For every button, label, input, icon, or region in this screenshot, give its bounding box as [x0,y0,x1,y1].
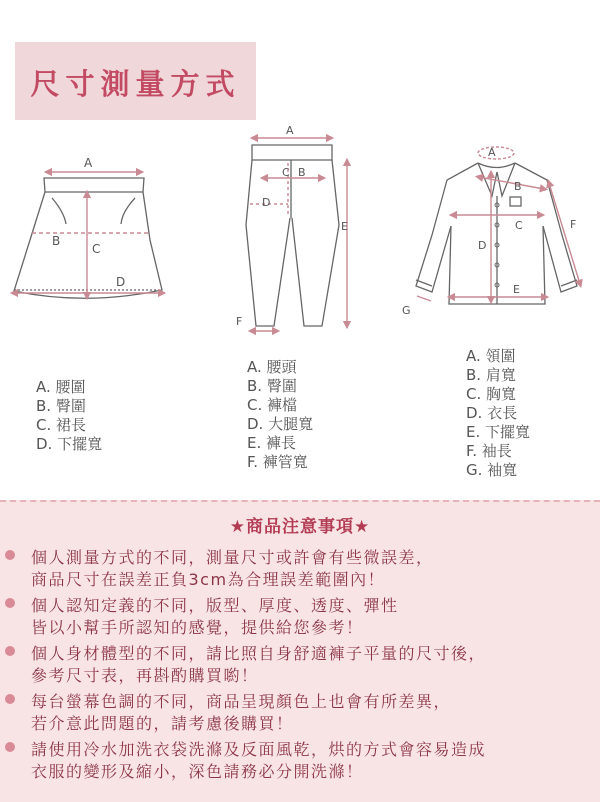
shirt-label-g: G [402,304,411,317]
bullet-icon [5,742,15,752]
notes-panel [0,500,600,802]
pants-legend-item: C. 褲檔 [247,396,298,414]
note-line: 請使用冷水加洗衣袋洗滌及反面風乾，烘的方式會容易造成 [31,740,487,759]
pants-legend-item: B. 臀圍 [247,377,297,395]
shirt-legend-item: B. 肩寬 [466,366,516,384]
skirt-label-b: B [52,234,61,248]
bullet-icon [5,694,15,704]
shirt-label-c: C [515,219,523,232]
page-title: 尺寸測量方式 [30,67,241,101]
note-line: 皆以小幫手所認知的感覺，提供給您參考！ [31,618,364,637]
note-line: 每台螢幕色調的不同，商品呈現顏色上也會有所差異， [31,692,452,711]
note-line: 個人測量方式的不同，測量尺寸或許會有些微誤差， [31,548,434,567]
shirt-label-f: F [570,218,577,231]
note-line: 衣服的變形及縮小，深色請務必分開洗滌！ [31,762,364,781]
skirt-illustration [14,178,162,298]
shirt-label-e: E [513,283,520,296]
skirt-legend-item: B. 臀圍 [36,397,86,415]
pants-legend-item: E. 褲長 [247,434,297,452]
skirt-label-d: D [116,275,126,289]
pants-legend-item: F. 褲管寬 [247,453,308,471]
skirt-measure-lines [14,172,162,296]
skirt-legend-item: C. 裙長 [36,416,87,434]
skirt-label-c: C [92,242,101,256]
pants-legend-item: D. 大腿寬 [247,415,314,433]
pants-legend-item: A. 腰頭 [247,358,297,376]
shirt-legend-item: A. 領圍 [466,347,516,365]
note-line: 商品尺寸在誤差正負3cm為合理誤差範圍內！ [31,570,386,589]
shirt-label-d: D [478,239,487,252]
shirt-legend-item: C. 胸寬 [466,385,517,403]
note-line: 個人身材體型的不同，請比照自身舒適褲子平量的尺寸後， [31,644,487,663]
note-line: 若介意此問題的，請考慮後購買！ [31,714,294,733]
shirt-legend [466,347,530,480]
shirt-legend-item: E. 下擺寬 [466,423,531,441]
pants-label-e: E [341,220,348,233]
pants-legend [247,358,313,472]
pants-label-c: C [282,166,290,179]
skirt-label-a: A [84,156,93,170]
pants-label-a: A [286,124,294,137]
pants-illustration [246,145,339,326]
bullet-icon [5,646,15,656]
skirt-legend-item: A. 腰圍 [36,378,86,396]
skirt-legend [36,378,102,454]
bullet-icon [5,598,15,608]
shirt-legend-item: F. 袖長 [466,442,512,460]
note-line: 個人認知定義的不同，版型、厚度、透度、彈性 [31,596,399,615]
bullet-icon [5,550,15,560]
shirt-legend-item: D. 衣長 [466,404,518,422]
skirt-legend-item: D. 下擺寬 [36,435,103,453]
pants-label-b: B [298,166,306,179]
shirt-label-b: B [514,180,522,193]
note-line: 參考尺寸表，再斟酌購買喲！ [31,666,259,685]
notes-heading: ★商品注意事項★ [229,517,371,537]
shirt-label-a: A [488,146,496,159]
pants-label-d: D [262,196,271,209]
shirt-legend-item: G. 袖寬 [466,461,518,479]
pants-label-f: F [236,315,243,328]
